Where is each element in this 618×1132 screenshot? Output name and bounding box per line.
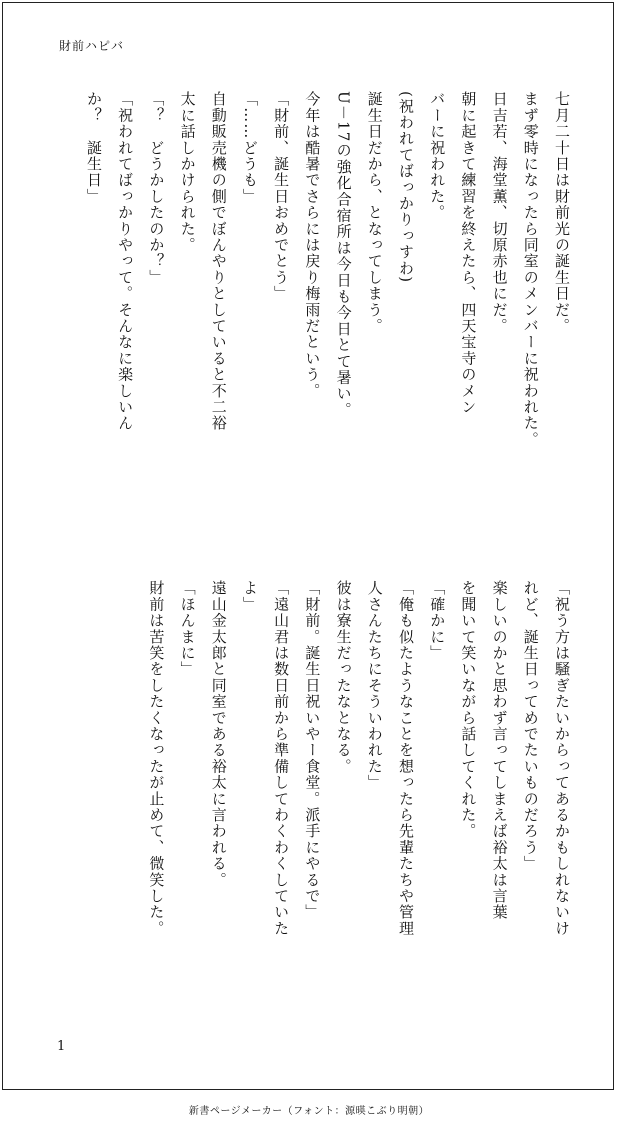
text-line: 七月二十日は財前光の誕生日だ。 bbox=[553, 91, 571, 334]
text-line: 財前は苦笑をしたくなったが止めて、微笑した。 bbox=[147, 580, 166, 937]
page-header-title: 財前ハピバ bbox=[59, 39, 125, 53]
text-line: 「？ どうかしたのか？」 bbox=[147, 91, 166, 286]
text-line: まず零時になったら同室のメンバーに祝われた。 bbox=[521, 91, 540, 448]
footer-credit: 新書ページメーカー（フォント：源暎こぶり明朝） bbox=[188, 1106, 430, 1117]
text-line: れど、誕生日ってめでたいものだろう」 bbox=[521, 580, 540, 872]
page-number: 1 bbox=[57, 1039, 66, 1054]
vertical-text-block-top bbox=[47, 91, 577, 531]
text-line: 遠山金太郎と同室である裕太に言われる。 bbox=[209, 580, 228, 888]
text-line: 「……どうも」 bbox=[240, 91, 259, 205]
text-line: 「祝う方は騒ぎたいからってあるかもしれないけ bbox=[553, 580, 571, 937]
text-line: 彼は寮生だったなとなる。 bbox=[334, 580, 353, 775]
text-line: (祝われてばっかりっすわ) bbox=[396, 91, 415, 284]
text-line: 日吉若、海堂薫、切原赤也にだ。 bbox=[490, 91, 509, 334]
text-line: 朝に起きて練習を終えたら、四天宝寺のメン bbox=[459, 91, 478, 415]
text-line: 「財前、誕生日おめでとう」 bbox=[272, 91, 291, 302]
text-line: 「ほんまに」 bbox=[178, 580, 197, 678]
text-line: 今年は酷暑でさらには戻り梅雨だという。 bbox=[303, 91, 322, 399]
text-line: 誕生日だから、となってしまう。 bbox=[365, 91, 384, 334]
text-line: よ」 bbox=[240, 580, 259, 613]
text-line: 「俺も似たようなことを想ったら先輩たちや管理 bbox=[396, 580, 415, 937]
text-line: か？ 誕生日」 bbox=[84, 91, 103, 205]
text-line: 「財前。誕生日祝いやー食堂。派手にやるで」 bbox=[303, 580, 322, 921]
text-line: 太に話しかけられた。 bbox=[178, 91, 197, 253]
manuscript-page bbox=[2, 2, 614, 1090]
text-line: 人さんたちにそういわれた」 bbox=[365, 580, 384, 791]
text-line: U－17の強化合宿所は今日も今日とて暑い。 bbox=[334, 91, 353, 418]
vertical-text-block-bottom bbox=[47, 580, 577, 1010]
text-line: 「確かに」 bbox=[428, 580, 447, 661]
text-line: 「祝われてばっかりやって。そんなに楽しいん bbox=[116, 91, 135, 432]
text-line: 自動販売機の側でぼんやりとしていると不二裕 bbox=[209, 91, 228, 432]
text-line: 楽しいのかと思わず言ってしまえば裕太は言葉 bbox=[490, 580, 509, 921]
text-line: 「遠山君は数日前から準備してわくわくしていた bbox=[272, 580, 291, 937]
text-line: バーに祝われた。 bbox=[428, 91, 447, 221]
text-line: を聞いて笑いながら話してくれた。 bbox=[459, 580, 478, 840]
